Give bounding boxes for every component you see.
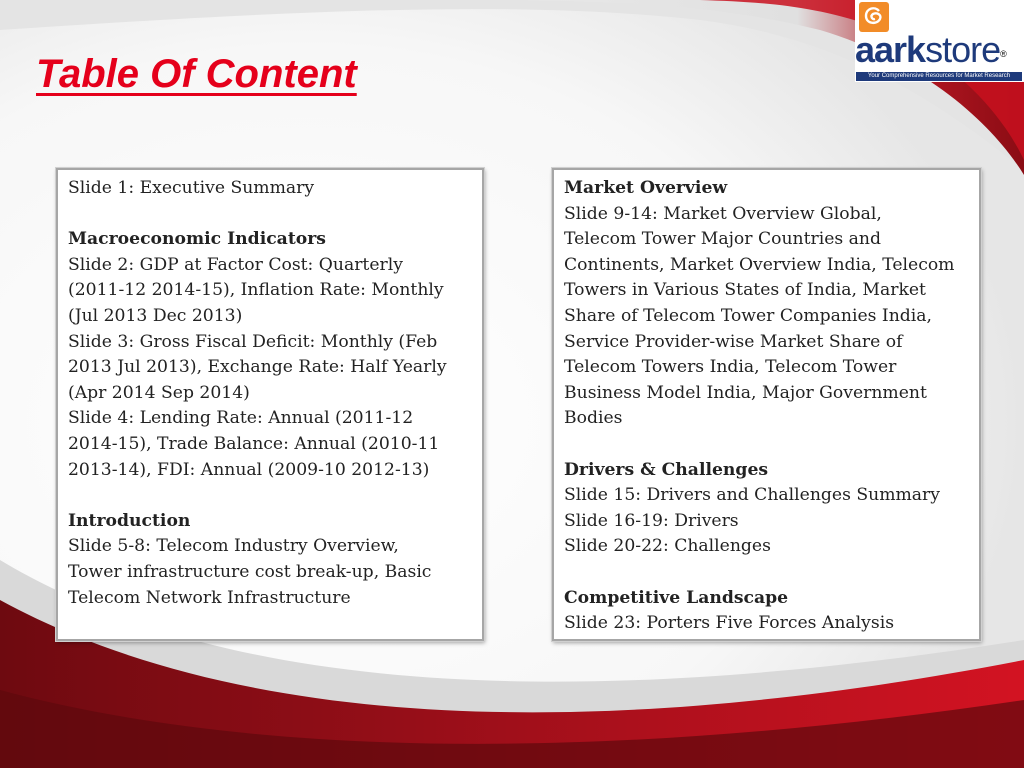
section-heading-drivers-challenges: Drivers & Challenges [564,459,769,480]
logo-swirl-icon [859,2,889,32]
aarkstore-logo [855,0,1024,82]
toc-line: Towers in Various States of India, Market [564,280,926,301]
toc-line: Slide 23: Porters Five Forces Analysis [564,613,895,634]
toc-line: Business Model India, Major Government [564,382,927,403]
toc-line: 2013 Jul 2013), Exchange Rate: Half Yearly [68,357,447,378]
toc-line: Service Provider-wise Market Share of [564,331,903,352]
toc-line: Tower infrastructure cost break-up, Basic [68,561,432,582]
toc-line: Slide 9-14: Market Overview Global, [564,203,882,224]
toc-right-panel [552,168,981,641]
logo-wordmark: aarkstore® [855,29,1006,70]
toc-line: Slide 2: GDP at Factor Cost: Quarterly [68,254,403,275]
toc-line: (Jul 2013 Dec 2013) [68,305,243,326]
toc-line: (Apr 2014 Sep 2014) [68,382,250,403]
section-heading-macroeconomic: Macroeconomic Indicators [68,229,326,250]
page-title: Table Of Content [36,52,357,96]
toc-line: Slide 4: Lending Rate: Annual (2011-12 [68,408,414,429]
toc-line: Telecom Tower Major Countries and [564,229,881,250]
toc-slide-1: Slide 1: Executive Summary [68,178,315,198]
section-heading-introduction: Introduction [68,510,191,531]
toc-line: 2014-15), Trade Balance: Annual (2010-11 [68,433,440,454]
toc-line: Slide 15: Drivers and Challenges Summary [564,485,940,506]
toc-line: Slide 3: Gross Fiscal Deficit: Monthly (Feb [68,331,438,352]
toc-line: Telecom Network Infrastructure [68,587,351,608]
toc-line: Telecom Towers India, Telecom Tower [564,357,897,378]
toc-line: Slide 20-22: Challenges [564,536,771,557]
toc-line: Share of Telecom Tower Companies India, [564,305,932,326]
logo-tagline: Your Comprehensive Resources for Market Research [856,72,1022,81]
section-heading-competitive-landscape: Competitive Landscape [564,587,789,608]
toc-line: Slide 16-19: Drivers [564,510,739,531]
toc-line: 2013-14), FDI: Annual (2009-10 2012-13) [68,459,430,480]
section-heading-market-overview: Market Overview [564,178,728,198]
toc-line: Continents, Market Overview India, Telecom [564,254,955,275]
toc-line: Bodies [564,408,623,429]
toc-left-panel [56,168,484,641]
toc-line: (2011-12 2014-15), Inflation Rate: Monthly [68,280,444,301]
toc-line: Slide 5-8: Telecom Industry Overview, [68,536,399,557]
